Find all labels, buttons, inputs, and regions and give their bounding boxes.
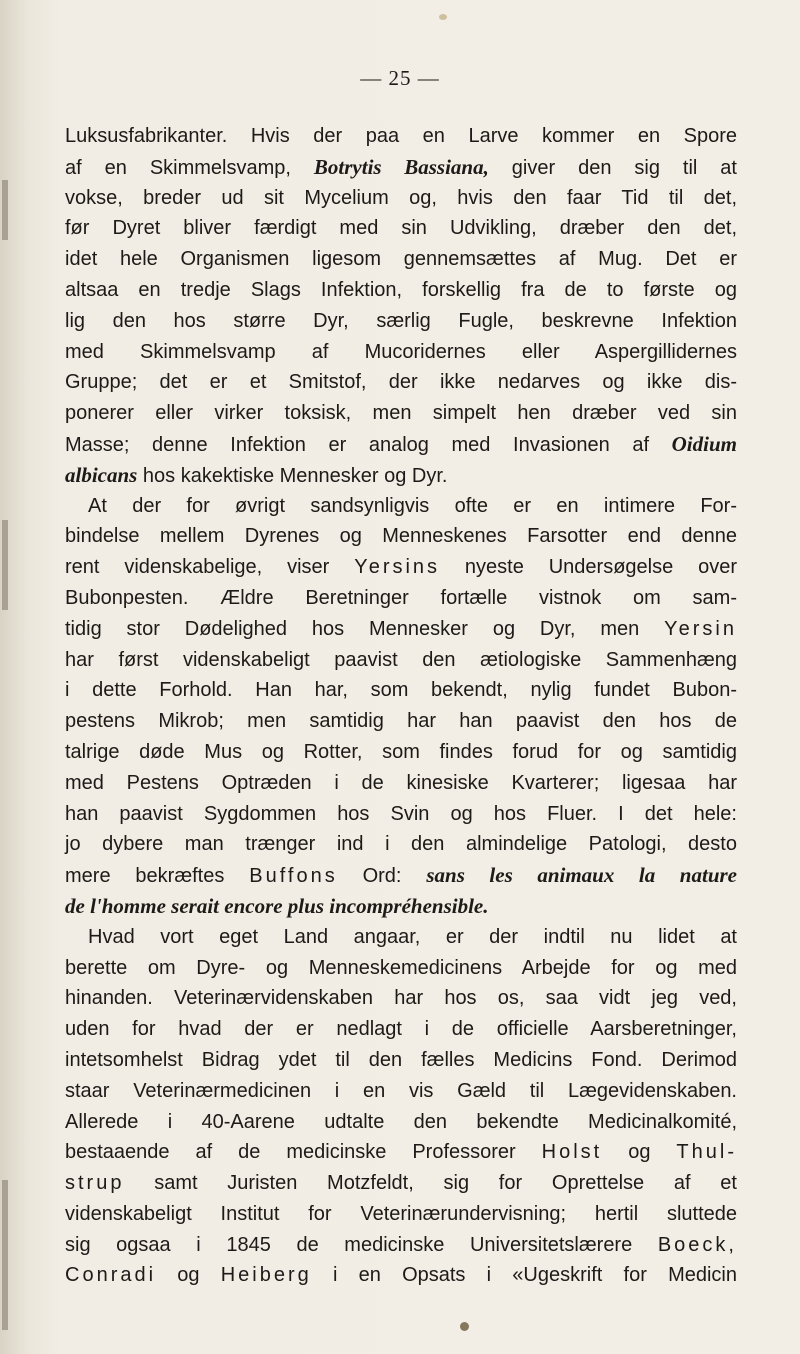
text-line: Gruppe; det er et Smitstof, der ikke nedarves og ikke dis-	[65, 371, 737, 394]
text-line: Hvad vort eget Land angaar, er der indtil nu lidet at	[88, 925, 737, 948]
text-line: At der for øvrigt sandsynligvis ofte er en intimere For-	[88, 494, 737, 517]
text-line: idet hele Organismen ligesom gennemsættes af Mug. Det er	[65, 248, 737, 271]
text-line: før Dyret bliver færdigt med sin Udvikling, dræber den det,	[65, 217, 737, 240]
person-name: Holst	[541, 1141, 603, 1164]
page-edge-mark	[2, 520, 8, 610]
text-line: bindelse mellem Dyrenes og Menneskenes Farsotter end denne	[65, 525, 737, 548]
text-line: uden for hvad der er nedlagt i de officielle Aarsberetninger,	[65, 1018, 737, 1041]
quotation: de l'homme serait encore plus incompréhensible.	[65, 893, 489, 918]
text-line: bestaaende af de medicinske Professorer Holst og Thul-	[65, 1141, 737, 1164]
text-line: videnskabeligt Institut for Veterinærundervisning; hertil sluttede	[65, 1202, 737, 1225]
text-line: Masse; denne Infektion er analog med Invasionen af Oidium	[65, 431, 737, 456]
text-line: intetsomhelst Bidrag ydet til den fælles Medicins Fond. Derimod	[65, 1048, 737, 1071]
text-line: han paavist Sygdommen hos Svin og hos Fluer. I det hele:	[65, 802, 737, 825]
ink-spot	[460, 1322, 469, 1331]
person-name: Conradi	[65, 1264, 157, 1287]
text-line: staar Veterinærmedicinen i en vis Gæld til Lægevidenskaben.	[65, 1079, 737, 1102]
text-line: jo dybere man trænger ind i den almindelige Patologi, desto	[65, 833, 737, 856]
text-line: Luksusfabrikanter. Hvis der paa en Larve kommer en Spore	[65, 125, 737, 147]
species-name: Botrytis Bassiana,	[313, 154, 489, 179]
text-line: Conradi og Heiberg i en Opsats i «Ugeskrift for Medicin	[65, 1264, 737, 1287]
species-name: albicans	[65, 462, 138, 487]
text-line: rent videnskabelige, viser Yersins nyeste Undersøgelse over	[65, 556, 737, 579]
person-name: strup	[65, 1172, 125, 1195]
page-number: — 25 —	[360, 66, 440, 90]
page-edge-mark	[2, 180, 8, 240]
text-line	[65, 891, 737, 922]
text-line: pestens Mikrob; men samtidig har han paavist den hos de	[65, 710, 737, 733]
quotation: sans les animaux la nature	[426, 863, 737, 888]
text-line: har først videnskabeligt paavist den ætiologiske Sammenhæng	[65, 648, 737, 671]
species-name: Oidium	[671, 431, 737, 456]
text-line: strup samt Juristen Motzfeldt, sig for Oprettelse af et	[65, 1172, 737, 1195]
body-text	[65, 121, 737, 1291]
text-line: vokse, breder ud sit Mycelium og, hvis den faar Tid til det,	[65, 186, 737, 209]
text-line: altsaa en tredje Slags Infektion, forskellig fra de to første og	[65, 278, 737, 301]
ink-spot	[439, 14, 447, 20]
text-line: lig den hos større Dyr, særlig Fugle, beskrevne Infektion	[65, 309, 737, 332]
text-line: Bubonpesten. Ældre Beretninger fortælle vistnok om sam-	[65, 586, 737, 609]
text-line: med Skimmelsvamp af Mucoridernes eller Aspergillidernes	[65, 340, 737, 363]
text-line: albicans hos kakektiske Mennesker og Dyr.	[65, 462, 448, 487]
person-name: Heiberg	[220, 1264, 312, 1287]
text-line: berette om Dyre- og Menneskemedicinens Arbejde for og med	[65, 956, 737, 979]
text-line: talrige døde Mus og Rotter, som findes forud for og samtidig	[65, 740, 737, 763]
text-line: sig ogsaa i 1845 de medicinske Universitetslærere Boeck,	[65, 1233, 737, 1256]
text-line: af en Skimmelsvamp, Botrytis Bassiana, giver den sig til at	[65, 154, 737, 179]
text-line: Allerede i 40-Aarene udtalte den bekendte Medicinalkomité,	[65, 1110, 737, 1133]
text-line: med Pestens Optræden i de kinesiske Kvarterer; ligesaa har	[65, 771, 737, 794]
page-edge-mark	[2, 1180, 8, 1330]
person-name: Thul-	[676, 1141, 737, 1164]
text-line: ponerer eller virker toksisk, men simpelt hen dræber ved sin	[65, 402, 737, 425]
text-line: i dette Forhold. Han har, som bekendt, nylig fundet Bubon-	[65, 679, 737, 702]
person-name: Buffons	[249, 865, 338, 888]
person-name: Yersin	[664, 617, 737, 640]
text-line: hinanden. Veterinærvidenskaben har hos os, saa vidt jeg ved,	[65, 987, 737, 1010]
text-line: mere bekræftes Buffons Ord: sans les animaux la nature	[65, 863, 737, 888]
person-name: Yersins	[354, 556, 441, 579]
text-line: tidig stor Dødelighed hos Mennesker og Dyr, men Yersin	[65, 617, 737, 640]
person-name: Boeck,	[657, 1233, 737, 1256]
